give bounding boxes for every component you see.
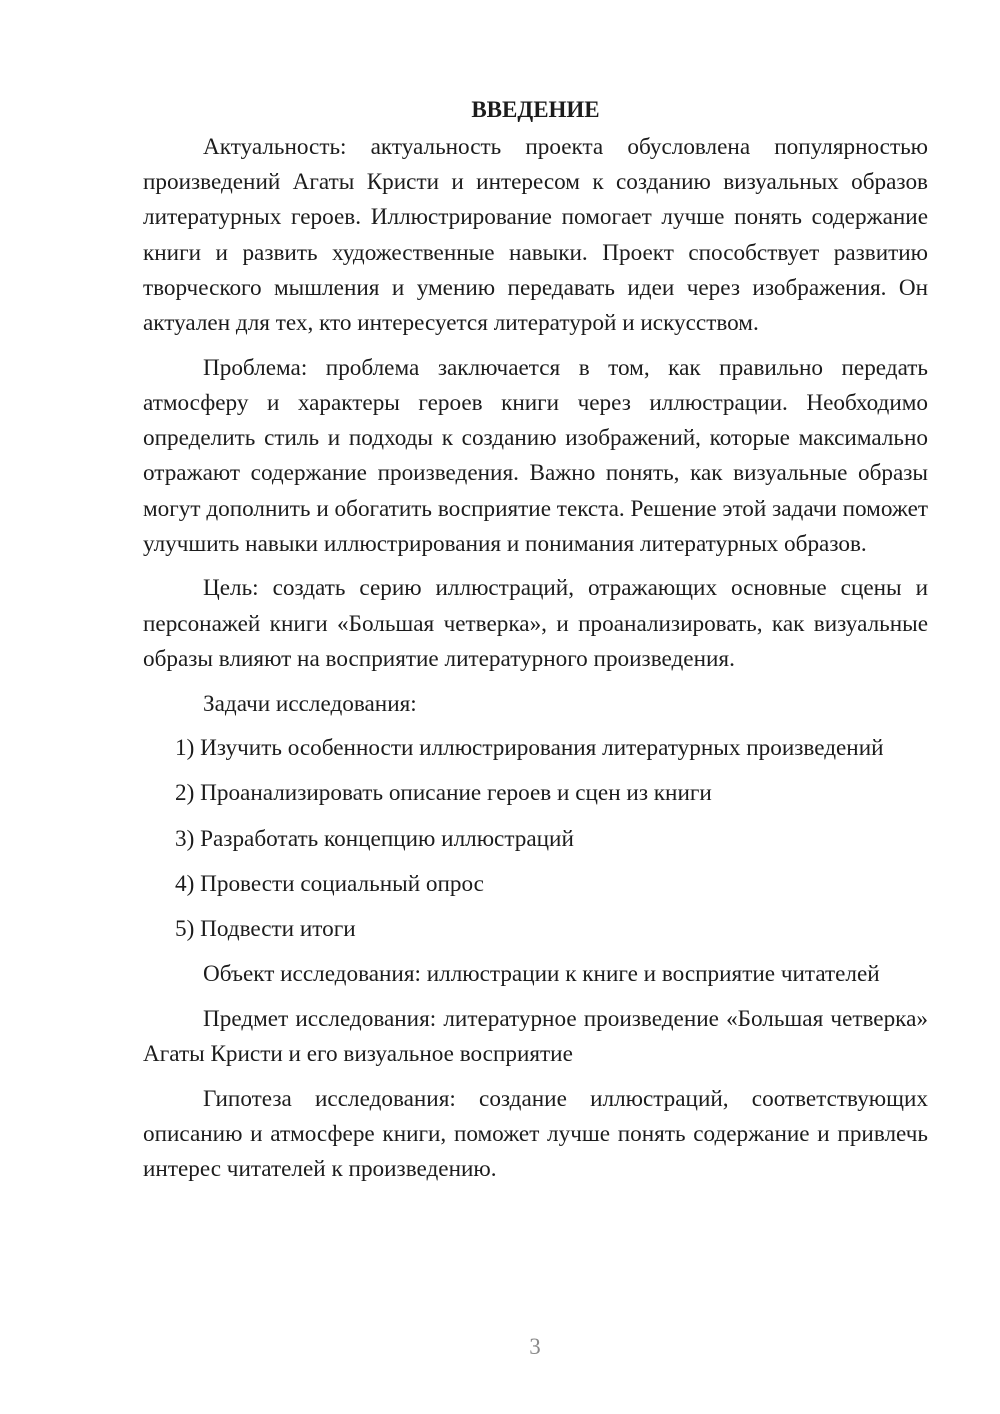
goal-paragraph: Цель: создать серию иллюстраций, отражающих основные сцены и персонажей книги «Большая четверка», и проанализировать, как визуальные образы влияют на восприятие литературного произведения.	[143, 575, 928, 672]
task-item: 2) Проанализировать описание героев и сцен из книги	[175, 780, 712, 807]
task-item: 1) Изучить особенности иллюстрирования литературных произведений	[175, 735, 884, 762]
task-item: 3) Разработать концепцию иллюстраций	[175, 825, 574, 852]
hypothesis-paragraph: Гипотеза исследования: создание иллюстраций, соответствующих описанию и атмосфере книги, поможет лучше понять содержание и привлечь интерес читателей к произведению.	[143, 1085, 928, 1183]
page-content	[143, 92, 928, 1197]
object-paragraph: Объект исследования: иллюстрации к книге и восприятие читателей	[203, 961, 880, 988]
task-item: 5) Подвести итоги	[175, 916, 356, 943]
task-item: 4) Провести социальный опрос	[175, 870, 484, 897]
relevance-paragraph: Актуальность: актуальность проекта обусловлена популярностью произведений Агаты Кристи и интересом к созданию визуальных образов литературных героев. Иллюстрирование помогает лучше понять содержание книги и развить художественные навыки. Проект способствует развитию творческого мышления и умению передавать идеи через изображения. Он актуален для тех, кто интересуется литературой и искусством.	[143, 134, 928, 337]
problem-paragraph: Проблема: проблема заключается в том, как правильно передать атмосферу и характеры героев книги через иллюстрации. Необходимо определить стиль и подходы к созданию изображений, которые максимально отражают содержание произведения. Важно понять, как визуальные образы могут дополнить и обогатить восприятие текста. Решение этой задачи поможет улучшить навыки иллюстрирования и понимания литературных образов.	[143, 354, 928, 557]
page-number: 3	[529, 1334, 541, 1359]
subject-paragraph: Предмет исследования: литературное произведение «Большая четверка» Агаты Кристи и его визуальное восприятие	[143, 1005, 928, 1068]
tasks-label: Задачи исследования:	[203, 690, 417, 717]
section-heading: ВВЕДЕНИЕ	[471, 97, 600, 122]
